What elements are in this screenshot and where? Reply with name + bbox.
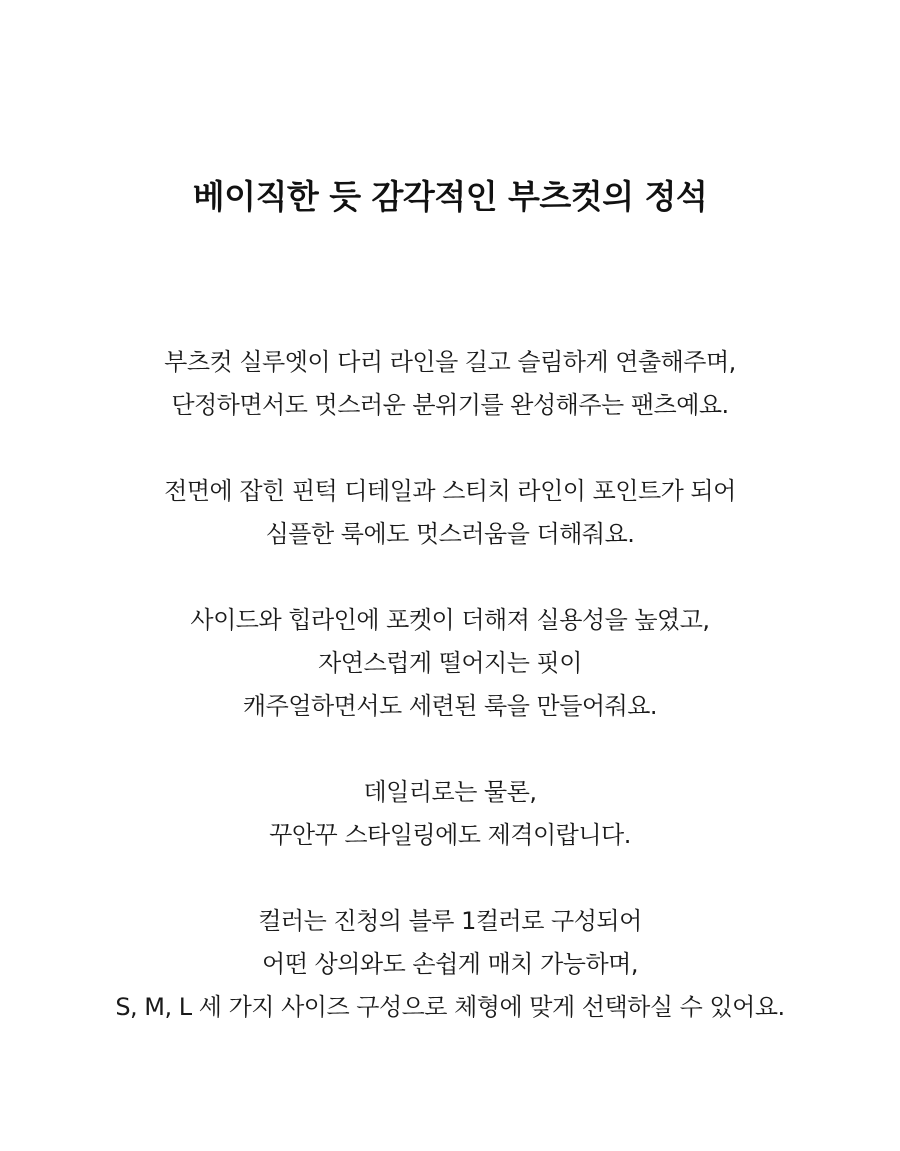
description-line: 부츠컷 실루엣이 다리 라인을 길고 슬림하게 연출해주며, xyxy=(164,348,736,376)
description-body xyxy=(0,341,900,1072)
description-paragraph xyxy=(0,341,900,427)
description-line: 전면에 잡힌 핀턱 디테일과 스티치 라인이 포인트가 되어 xyxy=(164,477,736,505)
description-line: 자연스럽게 떨어지는 핏이 xyxy=(318,649,582,677)
description-line: 캐주얼하면서도 세련된 룩을 만들어줘요. xyxy=(242,692,658,720)
description-paragraph xyxy=(0,900,900,1029)
description-paragraph xyxy=(0,771,900,857)
page-title: 베이직한 듯 감각적인 부츠컷의 정석 xyxy=(192,177,708,216)
description-line: 컬러는 진청의 블루 1컬러로 구성되어 xyxy=(258,907,642,935)
description-line: 심플한 룩에도 멋스러움을 더해줘요. xyxy=(265,520,635,548)
description-line: 단정하면서도 멋스러운 분위기를 완성해주는 팬츠예요. xyxy=(171,391,729,419)
description-line: 데일리로는 물론, xyxy=(363,778,537,806)
description-line: 꾸안꾸 스타일링에도 제격이랍니다. xyxy=(269,821,631,849)
description-line: 사이드와 힙라인에 포켓이 더해져 실용성을 높였고, xyxy=(190,606,710,634)
description-paragraph xyxy=(0,599,900,728)
description-line: 어떤 상의와도 손쉽게 매치 가능하며, xyxy=(262,950,638,978)
description-paragraph xyxy=(0,470,900,556)
description-line: S, M, L 세 가지 사이즈 구성으로 체형에 맞게 선택하실 수 있어요. xyxy=(115,993,785,1021)
